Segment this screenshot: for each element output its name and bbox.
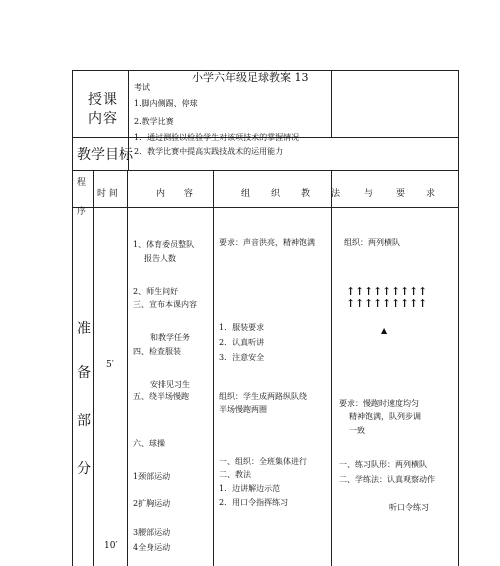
org-item-6: 二、学练法：认真观察动作 xyxy=(339,475,435,484)
content-item-11: 2扩胸运动 xyxy=(133,499,171,508)
student-marker: ↑ xyxy=(364,285,374,298)
formation-diagram xyxy=(338,286,454,342)
header-org-7: 求 xyxy=(426,189,436,199)
content-line-1: 考试 xyxy=(134,83,150,92)
student-marker: ↑ xyxy=(373,285,383,298)
header-org-6: 要 xyxy=(396,189,406,199)
student-marker: ↑ xyxy=(364,297,374,310)
student-marker: ↑ xyxy=(391,285,401,298)
content-item-3: 2、师生问好 xyxy=(133,287,179,296)
org-item-2: 要求：慢跑时速度均匀 xyxy=(339,399,419,408)
content-item-12: 3腰部运动 xyxy=(133,528,171,537)
rule-title-box-right xyxy=(331,70,332,137)
student-marker: ↑ xyxy=(409,285,419,298)
content-item-5: 和教学任务 xyxy=(150,333,190,342)
section-char-1: 准 xyxy=(77,321,91,337)
header-org-1: 组 xyxy=(241,189,251,199)
rule-content-col xyxy=(213,170,214,566)
student-marker: ↑ xyxy=(382,285,392,298)
content-item-7: 安排见习生 xyxy=(150,380,190,389)
rule-right xyxy=(458,70,459,566)
header-procedure-1: 程 xyxy=(77,178,87,188)
teach-item-5: 组织：学生成两路纵队绕 xyxy=(219,392,307,401)
student-marker: ↑ xyxy=(409,297,419,310)
rule-teach-col xyxy=(331,170,332,566)
content-item-6: 四、检查服装 xyxy=(133,347,181,356)
teach-item-4: 3．注意安全 xyxy=(219,353,265,362)
student-marker: ↑ xyxy=(418,297,428,310)
org-item-5: 一、练习队形：两列横队 xyxy=(339,460,427,469)
student-marker: ↑ xyxy=(418,285,428,298)
goal-line-2: 2．教学比赛中提高实践技战术的运用能力 xyxy=(134,147,284,156)
teach-item-9: 1．边讲解边示范 xyxy=(219,484,281,493)
content-item-13: 4全身运动 xyxy=(133,543,171,552)
student-marker: ↑ xyxy=(382,297,392,310)
org-item-7: 听口令练习 xyxy=(389,503,429,512)
student-marker: ↑ xyxy=(400,297,410,310)
teach-item-2: 1．服装要求 xyxy=(219,323,265,332)
content-label-top: 授课 xyxy=(88,92,118,108)
section-char-2: 备 xyxy=(77,365,91,381)
goals-label: 教学目标 xyxy=(77,147,133,163)
teach-item-6: 半场慢跑两圈 xyxy=(219,405,267,414)
rule-time-col xyxy=(127,170,128,566)
header-procedure-2: 序 xyxy=(77,207,87,217)
rule-after-header xyxy=(72,207,458,208)
org-item-1: 组织：两列横队 xyxy=(344,238,400,247)
content-item-10: 1颈部运动 xyxy=(133,472,171,481)
teach-item-8: 二、教法 xyxy=(219,470,251,479)
teach-item-10: 2．用口令指挥练习 xyxy=(219,498,289,507)
content-line-2: 1.脚内侧踢、停球 xyxy=(134,99,198,108)
org-item-4: 一致 xyxy=(349,426,365,435)
goal-line-1: 1．通过测验以检验学生对该项技术的掌握情况 xyxy=(134,133,300,142)
rule-after-goals xyxy=(72,170,458,171)
content-line-3: 2.教学比赛 xyxy=(134,117,174,126)
time-2: 10′ xyxy=(104,541,118,551)
page-title: 小学六年级足球教案 13 xyxy=(192,71,309,84)
header-content: 内 容 xyxy=(156,189,201,199)
teach-item-7: 一、组织：全班集体进行 xyxy=(219,457,307,466)
rule-left xyxy=(72,70,73,566)
student-marker: ↑ xyxy=(355,297,365,310)
content-item-2: 报告人数 xyxy=(144,254,176,263)
header-org-4: 法 xyxy=(331,189,341,199)
time-1: 5′ xyxy=(106,360,114,370)
section-char-3: 部 xyxy=(77,413,91,429)
org-item-3: 精神饱满，队列步调 xyxy=(349,412,421,421)
content-item-9: 六、球操 xyxy=(133,439,165,448)
student-marker: ↑ xyxy=(355,285,365,298)
content-item-8: 五、绕半场慢跑 xyxy=(133,392,189,401)
header-time: 时 间 xyxy=(97,189,118,199)
rule-proc-col xyxy=(93,170,94,566)
content-label-bottom: 内容 xyxy=(88,111,118,127)
section-char-4: 分 xyxy=(77,461,91,477)
header-org-2: 织 xyxy=(271,189,281,199)
student-marker: ↑ xyxy=(346,285,356,298)
student-marker: ↑ xyxy=(346,297,356,310)
teach-item-1: 要求：声音洪亮，精神饱满 xyxy=(219,238,315,247)
teach-item-3: 2．认真听讲 xyxy=(219,338,265,347)
teacher-marker: ▲ xyxy=(381,326,388,335)
content-item-4: 三、宣布本课内容 xyxy=(133,300,197,309)
header-org-5: 与 xyxy=(364,189,374,199)
student-marker: ↑ xyxy=(400,285,410,298)
student-marker: ↑ xyxy=(373,297,383,310)
content-item-1: 1、体育委员整队 xyxy=(133,240,195,249)
header-org-3: 教 xyxy=(301,189,311,199)
student-marker: ↑ xyxy=(391,297,401,310)
